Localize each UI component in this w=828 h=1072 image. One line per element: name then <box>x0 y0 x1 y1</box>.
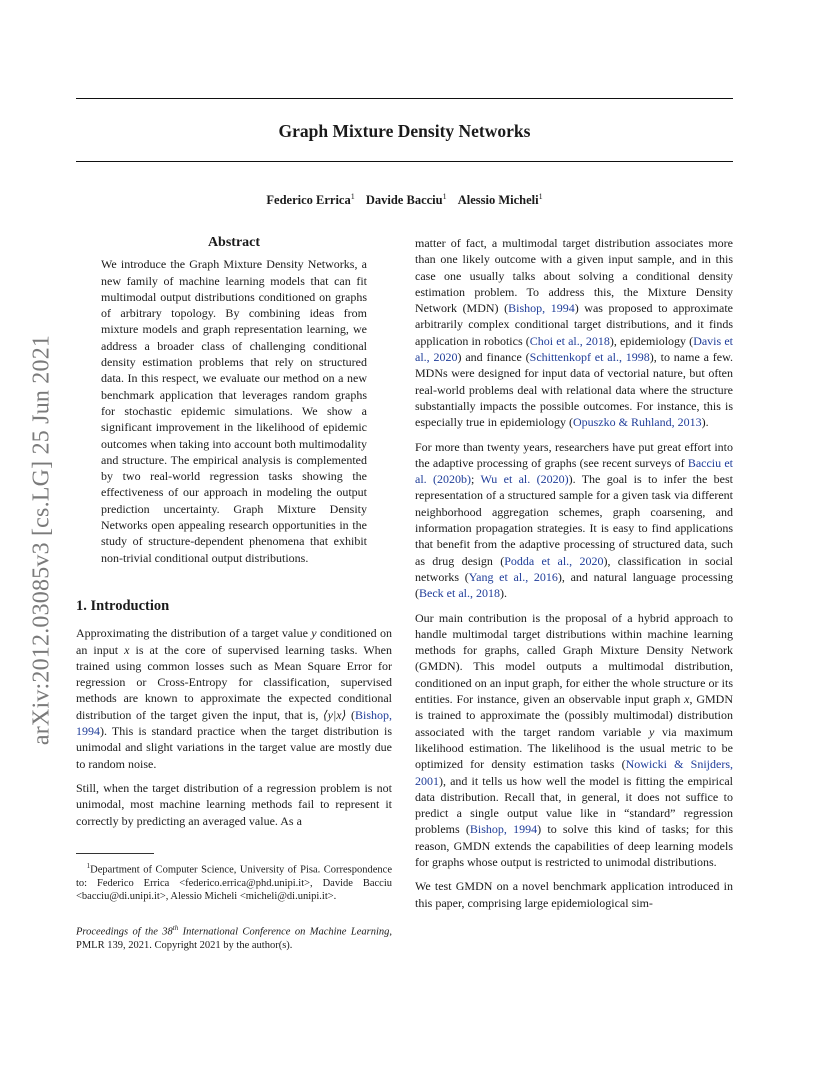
footnote <box>76 860 392 904</box>
citation-link[interactable]: Bishop, 1994 <box>469 822 538 837</box>
text-run: ( <box>346 707 355 722</box>
abstract-heading: Abstract <box>207 235 261 250</box>
abstract-text: We introduce the Graph Mixture Density Networks, a new family of machine learning models that can fit multimodal output distributions conditioned on graphs of arbitrary topology. By combining ideas from mixture models and graph representation learning, we address a broader class of challenging conditional density estimation problems that rely on structured data. In this respect, we evaluate our method on a new benchmark application that leverages random graphs for stochastic epidemic simulations. We show a significant improvement in the likelihood of epidemic outcomes when taking into account both multimodality and structure. The empirical analysis is complemented by two real-world regression tasks showing the effectiveness of our approach in modeling the output prediction uncertainty. Graph Mixture Density Networks open appealing research opportunities in the study of structure-dependent phenomena that exhibit non-trivial conditional output distributions. <box>101 257 367 565</box>
body-paragraph <box>415 610 733 871</box>
body-paragraph: We test GMDN on a novel benchmark application introduced in this paper, comprising large epidemiological sim- <box>415 879 733 910</box>
footnote-rule <box>76 853 154 854</box>
text-run: conditioned on an input <box>76 626 392 657</box>
text-run: is at the core of supervised learning tasks. When trained using common losses such as Mean Square Error for regression or Cross-Entropy for classification, supervised methods are known to approximate the expected conditional distribution of the target given the input, that is, <box>76 642 392 722</box>
ordinal-suffix: th <box>172 924 179 933</box>
text-run: For more than twenty years, researchers have put great effort into the adaptive processing of graphs (see recent surveys of <box>415 439 733 470</box>
citation-link[interactable]: Bishop, 1994 <box>508 301 575 316</box>
text-run: ; <box>470 472 481 487</box>
math-var: x <box>684 692 690 707</box>
citation-link[interactable]: Davis et al., 2020 <box>415 333 733 365</box>
math-expr: ⟨y|x⟩ <box>323 707 347 722</box>
affiliation-mark: 1 <box>350 192 355 201</box>
text-run: ) to solve this kind of tasks; for this reason, GMDN extends the capabilities of deep learning models for graphs whose output is restricted to unimodal distributions. <box>415 822 733 869</box>
left-column <box>76 235 392 953</box>
proceedings-venue: Proceedings of the 38 <box>76 926 173 938</box>
text-run: ). <box>701 415 709 430</box>
author <box>266 193 354 207</box>
affiliation-mark: 1 <box>538 192 543 201</box>
author <box>458 193 543 207</box>
affiliation-mark: 1 <box>442 192 447 201</box>
body-paragraph <box>415 439 733 602</box>
proceedings-note <box>76 922 392 953</box>
proceedings-copyright: , PMLR 139, 2021. Copyright 2021 by the author(s). <box>76 926 392 952</box>
citation-link[interactable]: Schittenkopf et al., 1998 <box>529 350 650 365</box>
arxiv-stamp: arXiv:2012.03085v3 [cs.LG] 25 Jun 2021 <box>28 334 55 746</box>
proceedings-venue: International Conference on Machine Learning <box>178 926 390 938</box>
right-column <box>415 235 733 919</box>
title-rule-top <box>76 98 733 99</box>
footnote-mark: 1 <box>86 861 91 870</box>
text-run: ) was proposed to approximate arbitrarily complex conditional target distributions, and it finds application in robotics ( <box>415 301 733 348</box>
text-run: ), and natural language processing ( <box>415 569 733 601</box>
paper-title: Graph Mixture Density Networks <box>278 121 531 141</box>
text-run: ). <box>499 586 507 601</box>
citation-link[interactable]: Bacciu et al. (2020b) <box>415 455 733 487</box>
text-run: , GMDN is trained to approximate the (possibly multimodal) distribution associated with the target random variable <box>415 692 733 739</box>
citation-link[interactable]: Wu et al. (2020) <box>480 472 569 487</box>
citation-link[interactable]: Podda et al., 2020 <box>504 553 604 568</box>
text-run: ), to name a few. MDNs were designed for input data of vectorial nature, but often real-world problems deal with relational data where the structure substantially impacts the possible outcomes. For instance, this is especially true in epidemiology ( <box>415 350 733 430</box>
citation-link[interactable]: Opuszko & Ruhland, 2013 <box>572 415 702 430</box>
intro-paragraph-2: Still, when the target distribution of a regression problem is not unimodal, most machine learning methods fail to represent it correctly by predicting an averaged value. As a <box>76 780 392 828</box>
author-name: Alessio Micheli <box>457 193 539 208</box>
text-run: ) and finance ( <box>457 350 530 365</box>
body-paragraph <box>415 235 733 431</box>
author-list <box>76 192 733 208</box>
intro-paragraph-1 <box>76 625 392 772</box>
citation-link[interactable]: Nowicki & Snijders, 2001 <box>415 757 733 788</box>
author <box>366 193 447 207</box>
author-name: Federico Errica <box>266 193 351 208</box>
text-run: ), classification in social networks ( <box>415 553 734 584</box>
text-run: Approximating the distribution of a target value <box>76 626 312 641</box>
text-run: Our main contribution is the proposal of a hybrid approach to handle multimodal target distributions within machine learning methods for graphs, called Graph Mixture Density Network (GMDN). This model outputs a multimodal distribution, conditioned on an input graph, for either the whole structure or its entities. For instance, given an observable input graph <box>415 610 733 707</box>
text-run: ). This is standard practice when the target distribution is unimodal and slight variations in the target value are mostly due to random noise. <box>76 724 392 771</box>
title-rule-bottom <box>76 161 733 162</box>
math-var: x <box>124 642 130 657</box>
citation-link[interactable]: Yang et al., 2016 <box>468 569 558 584</box>
math-var: y <box>648 724 655 739</box>
citation-link[interactable]: Bishop, 1994 <box>76 707 392 739</box>
citation-link[interactable]: Choi et al., 2018 <box>529 333 610 348</box>
text-run: ), and it tells us how well the model is fitting the empirical data distribution. Recall that, in general, it does not suffice to predict a single output value like in “standard” regression problems ( <box>415 773 733 837</box>
text-run: ). The goal is to infer the best representation of a structured sample for a given task via different neighborhood aggregation schemes, graph coarsening, and information propagation strategies. It is easy to find applications that benefit from the adaptive processing of structured data, such as drug design ( <box>415 472 733 568</box>
author-name: Davide Bacciu <box>365 193 443 208</box>
footnote-text: Department of Computer Science, University of Pisa. Correspondence to: Federico Errica <federico.errica@phd.unipi.it>, Davide Bacciu <bacciu@di.unipi.it>, Alessio Micheli <micheli@di.unipi.it>. <box>76 864 392 903</box>
text-run: matter of fact, a multimodal target distribution associates more than one likely outcome with a given input sample, and in this case one usually talks about solving a conditional density estimation problem. To address this, the Mixture Density Network (MDN) ( <box>415 236 733 316</box>
text-run: ), epidemiology ( <box>609 333 694 348</box>
text-run: via maximum likelihood estimation. The likelihood is the usual metric to be optimized for density estimation tasks ( <box>415 724 733 772</box>
math-var: y <box>311 626 317 641</box>
section-heading-introduction: 1. Introduction <box>76 597 170 614</box>
citation-link[interactable]: Beck et al., 2018 <box>419 586 500 601</box>
